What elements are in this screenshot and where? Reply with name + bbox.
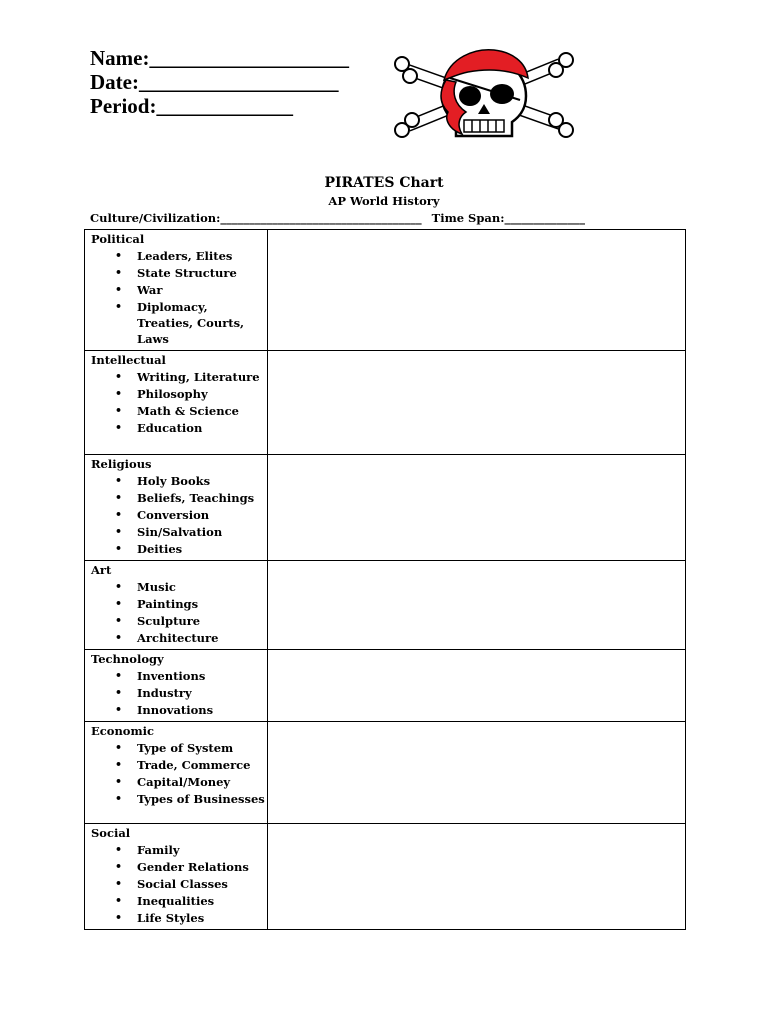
category-item-list	[91, 579, 267, 646]
list-item: • State Structure	[137, 265, 267, 281]
category-item-list	[91, 842, 267, 926]
notes-cell[interactable]	[268, 230, 686, 351]
category-title: Intellectual	[91, 353, 166, 367]
pirates-chart-table	[84, 229, 686, 930]
category-cell	[85, 824, 268, 930]
chart-row	[85, 650, 686, 722]
category-item-list	[91, 473, 267, 557]
list-item: • Paintings	[137, 596, 267, 612]
category-title: Art	[91, 563, 112, 577]
category-cell	[85, 230, 268, 351]
list-item: • Sin/Salvation	[137, 524, 267, 540]
skull-crossbones-pirate-icon	[390, 40, 578, 148]
list-item: • Holy Books	[137, 473, 267, 489]
list-item: • Conversion	[137, 507, 267, 523]
list-item: • Writing, Literature	[137, 369, 267, 385]
category-title: Religious	[91, 457, 152, 471]
category-cell	[85, 351, 268, 455]
category-item-list	[91, 248, 267, 347]
chart-row	[85, 824, 686, 930]
notes-cell[interactable]	[268, 561, 686, 650]
culture-field[interactable]: Culture/Civilization:___________________________________	[90, 211, 422, 225]
chart-row	[85, 351, 686, 455]
category-title: Social	[91, 826, 131, 840]
date-field[interactable]: Date:___________________	[90, 70, 339, 94]
list-item: • Leaders, Elites	[137, 248, 267, 264]
list-item: • Beliefs, Teachings	[137, 490, 267, 506]
list-item: • Social Classes	[137, 876, 267, 892]
period-field[interactable]: Period:_____________	[90, 94, 293, 118]
chart-row	[85, 722, 686, 824]
category-title: Economic	[91, 724, 155, 738]
list-item: • Type of System	[137, 740, 267, 756]
notes-cell[interactable]	[268, 455, 686, 561]
list-item: • Types of Businesses	[137, 791, 267, 807]
list-item: • Architecture	[137, 630, 267, 646]
category-item-list	[91, 369, 267, 436]
list-item: • Math & Science	[137, 403, 267, 419]
list-item: • Gender Relations	[137, 859, 267, 875]
culture-timespan-line	[90, 211, 585, 225]
category-title: Technology	[91, 652, 164, 666]
list-item: • Industry	[137, 685, 267, 701]
list-item: • Inventions	[137, 668, 267, 684]
list-item: • Education	[137, 420, 267, 436]
notes-cell[interactable]	[268, 351, 686, 455]
list-item: • Innovations	[137, 702, 267, 718]
list-item: • Music	[137, 579, 267, 595]
list-item: • Life Styles	[137, 910, 267, 926]
category-title: Political	[91, 232, 145, 246]
category-cell	[85, 455, 268, 561]
list-item: • Capital/Money	[137, 774, 267, 790]
list-item: • Sculpture	[137, 613, 267, 629]
list-item: • War	[137, 282, 267, 298]
page-subtitle: AP World History	[328, 194, 440, 208]
list-item: • Deities	[137, 541, 267, 557]
student-info-fields	[90, 46, 349, 118]
list-item: • Philosophy	[137, 386, 267, 402]
category-cell	[85, 722, 268, 824]
timespan-field[interactable]: Time Span:______________	[431, 211, 585, 225]
list-item: • Family	[137, 842, 267, 858]
list-item: • Diplomacy, Treaties, Courts, Laws	[137, 299, 267, 347]
notes-cell[interactable]	[268, 824, 686, 930]
page-title: PIRATES Chart	[324, 175, 444, 191]
name-field[interactable]: Name:___________________	[90, 46, 349, 70]
chart-row	[85, 455, 686, 561]
notes-cell[interactable]	[268, 650, 686, 722]
list-item: • Inequalities	[137, 893, 267, 909]
chart-row	[85, 230, 686, 351]
chart-row	[85, 561, 686, 650]
list-item: • Trade, Commerce	[137, 757, 267, 773]
notes-cell[interactable]	[268, 722, 686, 824]
category-cell	[85, 650, 268, 722]
category-item-list	[91, 740, 267, 807]
category-item-list	[91, 668, 267, 718]
category-cell	[85, 561, 268, 650]
